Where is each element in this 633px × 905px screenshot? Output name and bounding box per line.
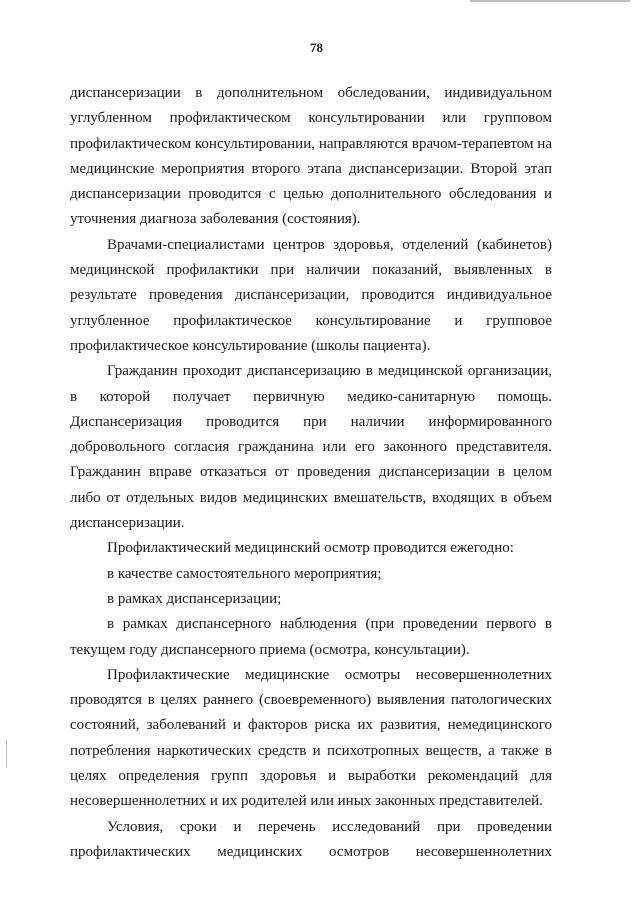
list-item: в качестве самостоятельного мероприятия; bbox=[107, 565, 382, 582]
document-body bbox=[70, 81, 552, 865]
paragraph: Врачами-специалистами центров здоровья, отделений (кабинетов) медицинской профилактики при наличии показаний, выявленных в результате проведения диспансеризации, проводится индивидуальное углубленное профилактическое консультирование и групповое профилактическое консультирование (школы пациента). bbox=[70, 236, 552, 354]
scan-artifact-left-edge bbox=[6, 740, 7, 768]
paragraph: Гражданин проходит диспансеризацию в медицинской организации, в которой получает первичную медико-санитарную помощь. Диспансеризация проводится при наличии информированного добровольного согласия гражданина или его законного представителя. Гражданин вправе отказаться от проведения диспансеризации в целом либо от отдельных видов медицинских вмешательств, входящих в объем диспансеризации. bbox=[70, 363, 552, 532]
scan-artifact-top-right bbox=[470, 0, 630, 2]
paragraph: Профилактические медицинские осмотры несовершеннолетних проводятся в целях раннего (своевременного) выявления патологических состояний, заболеваний и факторов риска их развития, немедицинского потребления наркотических средств и психотропных веществ, а также в целях определения групп здоровья и выработки рекомендаций для несовершеннолетних и их родителей или иных законных представителей. bbox=[70, 666, 552, 810]
list-item: в рамках диспансерного наблюдения (при проведении первого в текущем году диспансерного приема (осмотра, консультации). bbox=[70, 616, 552, 658]
page-number: 78 bbox=[310, 40, 323, 55]
paragraph: Профилактический медицинский осмотр проводится ежегодно: bbox=[107, 540, 514, 557]
paragraph-continues: Условия, сроки и перечень исследований при проведении профилактических медицинских осмотров несовершеннолетних bbox=[70, 818, 552, 860]
list-item: в рамках диспансеризации; bbox=[107, 590, 282, 607]
paragraph-continued: диспансеризации в дополнительном обследовании, индивидуальном углубленном профилактическом консультировании или групповом профилактическом консультировании, направляются врачом-терапевтом на медицинские мероприятия второго этапа диспансеризации. Второй этап диспансеризации проводится с целью дополнительного обследования и уточнения диагноза заболевания (состояния). bbox=[70, 85, 552, 228]
